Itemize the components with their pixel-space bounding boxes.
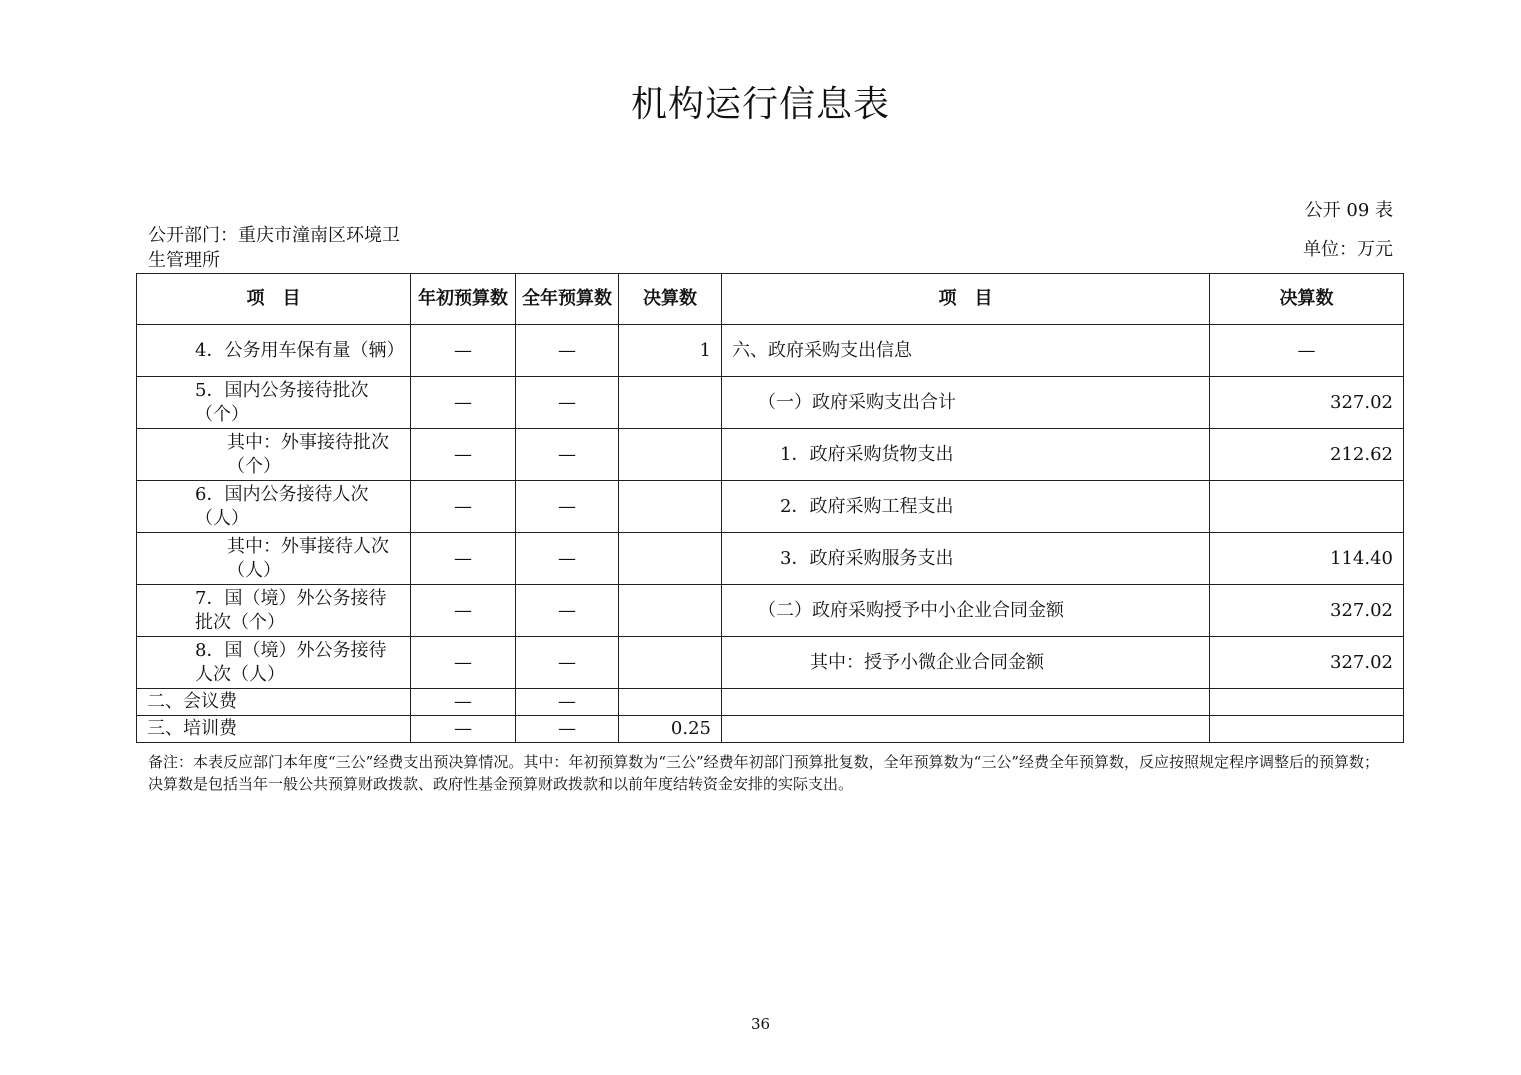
- row-annual: —: [516, 429, 619, 481]
- row-annual: —: [516, 689, 619, 716]
- unit-label: 单位：万元: [1303, 239, 1393, 260]
- department-label: 公开部门：重庆市潼南区环境卫生管理所: [148, 225, 400, 271]
- page-title: 机构运行信息表: [630, 84, 890, 125]
- row-initial: —: [411, 481, 516, 533]
- row-item-text: 6．国内公务接待人次（人）: [195, 483, 369, 529]
- row-item-left: [137, 637, 411, 689]
- row-annual: —: [516, 637, 619, 689]
- row-final: [619, 429, 722, 481]
- row-initial: —: [411, 377, 516, 429]
- row-item-text: 其中：外事接待批次（个）: [227, 431, 389, 477]
- row-final-right: [1210, 716, 1404, 743]
- row-initial: —: [411, 637, 516, 689]
- row-item-right: [722, 716, 1210, 743]
- row-item-right: （二）政府采购授予中小企业合同金额: [722, 585, 1210, 637]
- row-final: 1: [619, 325, 722, 377]
- row-item-left: [137, 481, 411, 533]
- row-item-left: 三、培训费: [137, 716, 411, 743]
- row-final: [619, 533, 722, 585]
- row-item-right: 2．政府采购工程支出: [722, 481, 1210, 533]
- row-item-right: [722, 689, 1210, 716]
- row-annual: —: [516, 481, 619, 533]
- form-number: 公开 09 表: [1304, 200, 1393, 221]
- header-row: [137, 274, 1404, 325]
- row-initial: —: [411, 325, 516, 377]
- row-item-text: 5．国内公务接待批次（个）: [195, 379, 369, 425]
- row-item-left: 二、会议费: [137, 689, 411, 716]
- table-row: [137, 429, 1404, 481]
- row-annual: —: [516, 325, 619, 377]
- row-item-left: [137, 429, 411, 481]
- row-final: 0.25: [619, 716, 722, 743]
- row-final-right: [1210, 689, 1404, 716]
- table-row: [137, 533, 1404, 585]
- row-final: [619, 481, 722, 533]
- table-row: [137, 481, 1404, 533]
- row-item-right: （一）政府采购支出合计: [722, 377, 1210, 429]
- row-item-right: 六、政府采购支出信息: [722, 325, 1210, 377]
- table-row: [137, 585, 1404, 637]
- row-item-text: 其中：外事接待人次（人）: [227, 535, 389, 581]
- table-row: [137, 325, 1404, 377]
- header-final-left: 决算数: [619, 274, 722, 325]
- row-final-right: 212.62: [1210, 429, 1404, 481]
- row-final-right: 114.40: [1210, 533, 1404, 585]
- table-row: [137, 716, 1404, 743]
- row-initial: —: [411, 533, 516, 585]
- row-item-left: [137, 533, 411, 585]
- info-table: [136, 273, 1404, 743]
- row-item-text: 4．公务用车保有量（辆）: [195, 339, 405, 361]
- page-number: 36: [750, 1015, 771, 1033]
- row-final-right: —: [1210, 325, 1404, 377]
- row-initial: —: [411, 689, 516, 716]
- row-final: [619, 637, 722, 689]
- row-initial: —: [411, 585, 516, 637]
- table-row: [137, 637, 1404, 689]
- row-item-left: [137, 377, 411, 429]
- row-initial: —: [411, 716, 516, 743]
- header-final-right: 决算数: [1210, 274, 1404, 325]
- row-final-right: 327.02: [1210, 637, 1404, 689]
- header-item-left: 项 目: [137, 274, 411, 325]
- header-annual-budget: 全年预算数: [516, 274, 619, 325]
- row-final-right: 327.02: [1210, 377, 1404, 429]
- row-annual: —: [516, 533, 619, 585]
- header-item-right: 项 目: [722, 274, 1210, 325]
- row-annual: —: [516, 377, 619, 429]
- row-item-right: 1．政府采购货物支出: [722, 429, 1210, 481]
- row-initial: —: [411, 429, 516, 481]
- row-final: [619, 377, 722, 429]
- row-item-right: 其中：授予小微企业合同金额: [722, 637, 1210, 689]
- row-final-right: [1210, 481, 1404, 533]
- row-item-text: 8．国（境）外公务接待人次（人）: [195, 639, 387, 685]
- row-item-left: [137, 585, 411, 637]
- table-row: [137, 377, 1404, 429]
- row-annual: —: [516, 585, 619, 637]
- row-final: [619, 689, 722, 716]
- row-item-text: 7．国（境）外公务接待批次（个）: [195, 587, 387, 633]
- row-item-left: [137, 325, 411, 377]
- row-annual: —: [516, 716, 619, 743]
- row-item-right: 3．政府采购服务支出: [722, 533, 1210, 585]
- header-initial-budget: 年初预算数: [411, 274, 516, 325]
- row-final: [619, 585, 722, 637]
- table-note: 备注：本表反应部门本年度“三公”经费支出预决算情况。其中：年初预算数为“三公”经费年初部门预算批复数，全年预算数为“三公”经费全年预算数，反应按照规定程序调整后的预算数；决算数是包括当年一般公共预算财政拨款、政府性基金预算财政拨款和以前年度结转资金安排的实际支出。: [148, 753, 1380, 793]
- table-row: [137, 689, 1404, 716]
- row-final-right: 327.02: [1210, 585, 1404, 637]
